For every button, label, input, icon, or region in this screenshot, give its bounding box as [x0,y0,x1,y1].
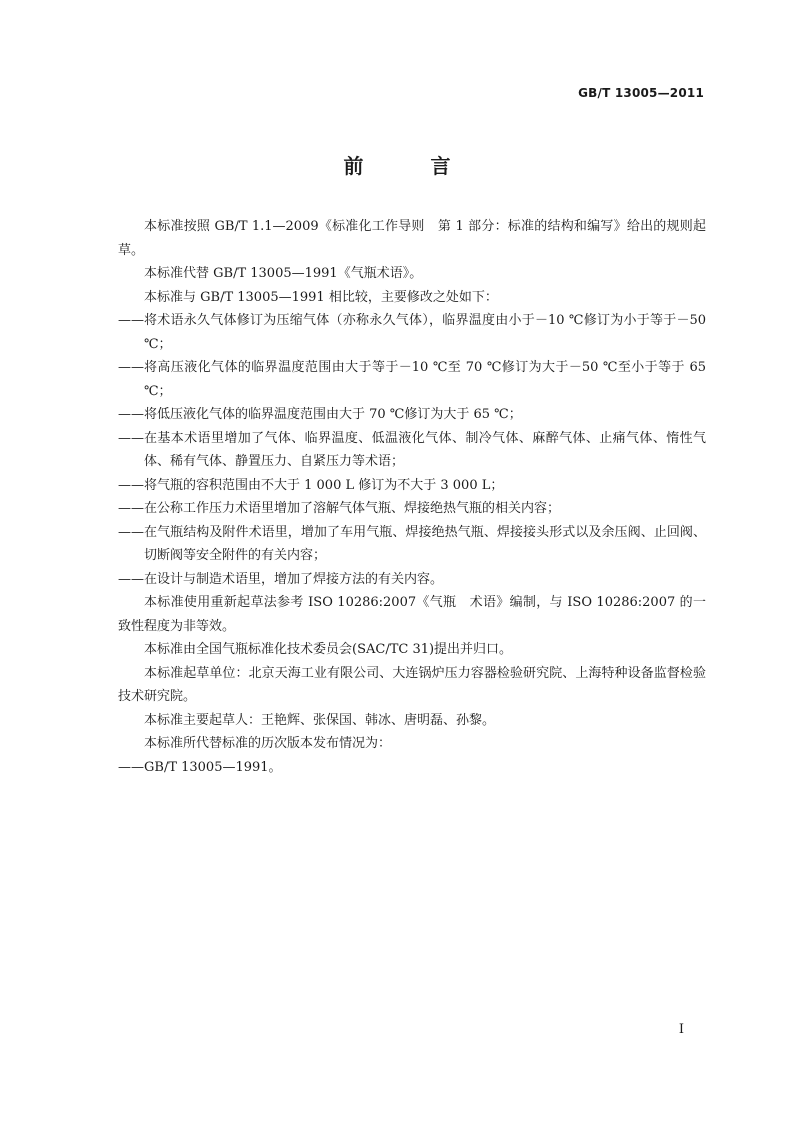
paragraph-committee: 本标准由全国气瓶标准化技术委员会(SAC/TC 31)提出并归口。 [144,642,513,657]
foreword-body [118,215,706,779]
list-item [118,521,706,568]
changes-list [118,309,706,591]
paragraph-drafting-rules: 本标准按照 GB/T 1.1—2009《标准化工作导则 第 1 部分：标准的结构和编写》给出的规则起草。 [118,219,706,258]
list-item-text: 在设计与制造术语里，增加了焊接方法的有关内容。 [144,571,444,587]
standard-code-header: GB/T 13005—2011 [578,86,704,100]
list-item-text: 在公称工作压力术语里增加了溶解气体气瓶、焊接绝热气瓶的相关内容； [144,501,561,516]
list-item-text: 将术语永久气体修订为压缩气体（亦称永久气体），临界温度由小于－10 ℃修订为小于等于－50 ℃； [144,313,706,352]
list-dash: —— [118,407,144,422]
list-item [118,403,706,427]
list-item [118,474,706,498]
list-item-text: 将低压液化气体的临界温度范围由大于 70 ℃修订为大于 65 ℃； [144,407,522,422]
list-item [118,497,706,521]
list-dash: —— [118,759,144,775]
list-item-text: 将气瓶的容积范围由不大于 1 000 L 修订为不大于 3 000 L； [144,477,504,493]
paragraph-history-intro: 本标准所代替标准的历次版本发布情况为： [144,736,392,751]
list-dash: —— [118,313,144,328]
list-dash: —— [118,430,144,446]
list-item [118,356,706,403]
paragraph-drafting-units: 本标准起草单位：北京天海工业有限公司、大连锅炉压力容器检验研究院、上海特种设备监督检验技术研究院。 [118,665,706,704]
history-list [118,756,706,780]
list-item [118,427,706,474]
page-number: I [678,1022,684,1037]
paragraph-iso-reference: 本标准使用重新起草法参考 ISO 10286:2007《气瓶 术语》编制，与 ISO 10286:2007 的一致性程度为非等效。 [118,595,706,634]
list-item-text: GB/T 13005—1991。 [144,759,282,775]
paragraph-drafters: 本标准主要起草人：王艳辉、张保国、韩冰、唐明磊、孙黎。 [144,712,496,728]
list-item [118,309,706,356]
list-dash: —— [118,501,144,516]
list-dash: —— [118,477,144,493]
list-item [118,756,706,780]
list-dash: —— [118,360,144,375]
list-item-text: 将高压液化气体的临界温度范围由大于等于－10 ℃至 70 ℃修订为大于－50 ℃至小于等于 65 ℃； [144,360,706,399]
list-item-text: 在气瓶结构及附件术语里，增加了车用气瓶、焊接绝热气瓶、焊接接头形式以及余压阀、止回阀、切断阀等安全附件的有关内容； [144,524,706,563]
list-dash: —— [118,524,144,540]
page-title: 前 言 [343,154,481,178]
list-item-text: 在基本术语里增加了气体、临界温度、低温液化气体、制冷气体、麻醉气体、止痛气体、惰性气体、稀有气体、静置压力、自紧压力等术语； [144,430,706,469]
paragraph-replaces: 本标准代替 GB/T 13005—1991《气瓶术语》。 [144,266,423,281]
paragraph-changes-intro: 本标准与 GB/T 13005—1991 相比较，主要修改之处如下： [144,289,498,305]
list-item [118,568,706,592]
list-dash: —— [118,571,144,587]
